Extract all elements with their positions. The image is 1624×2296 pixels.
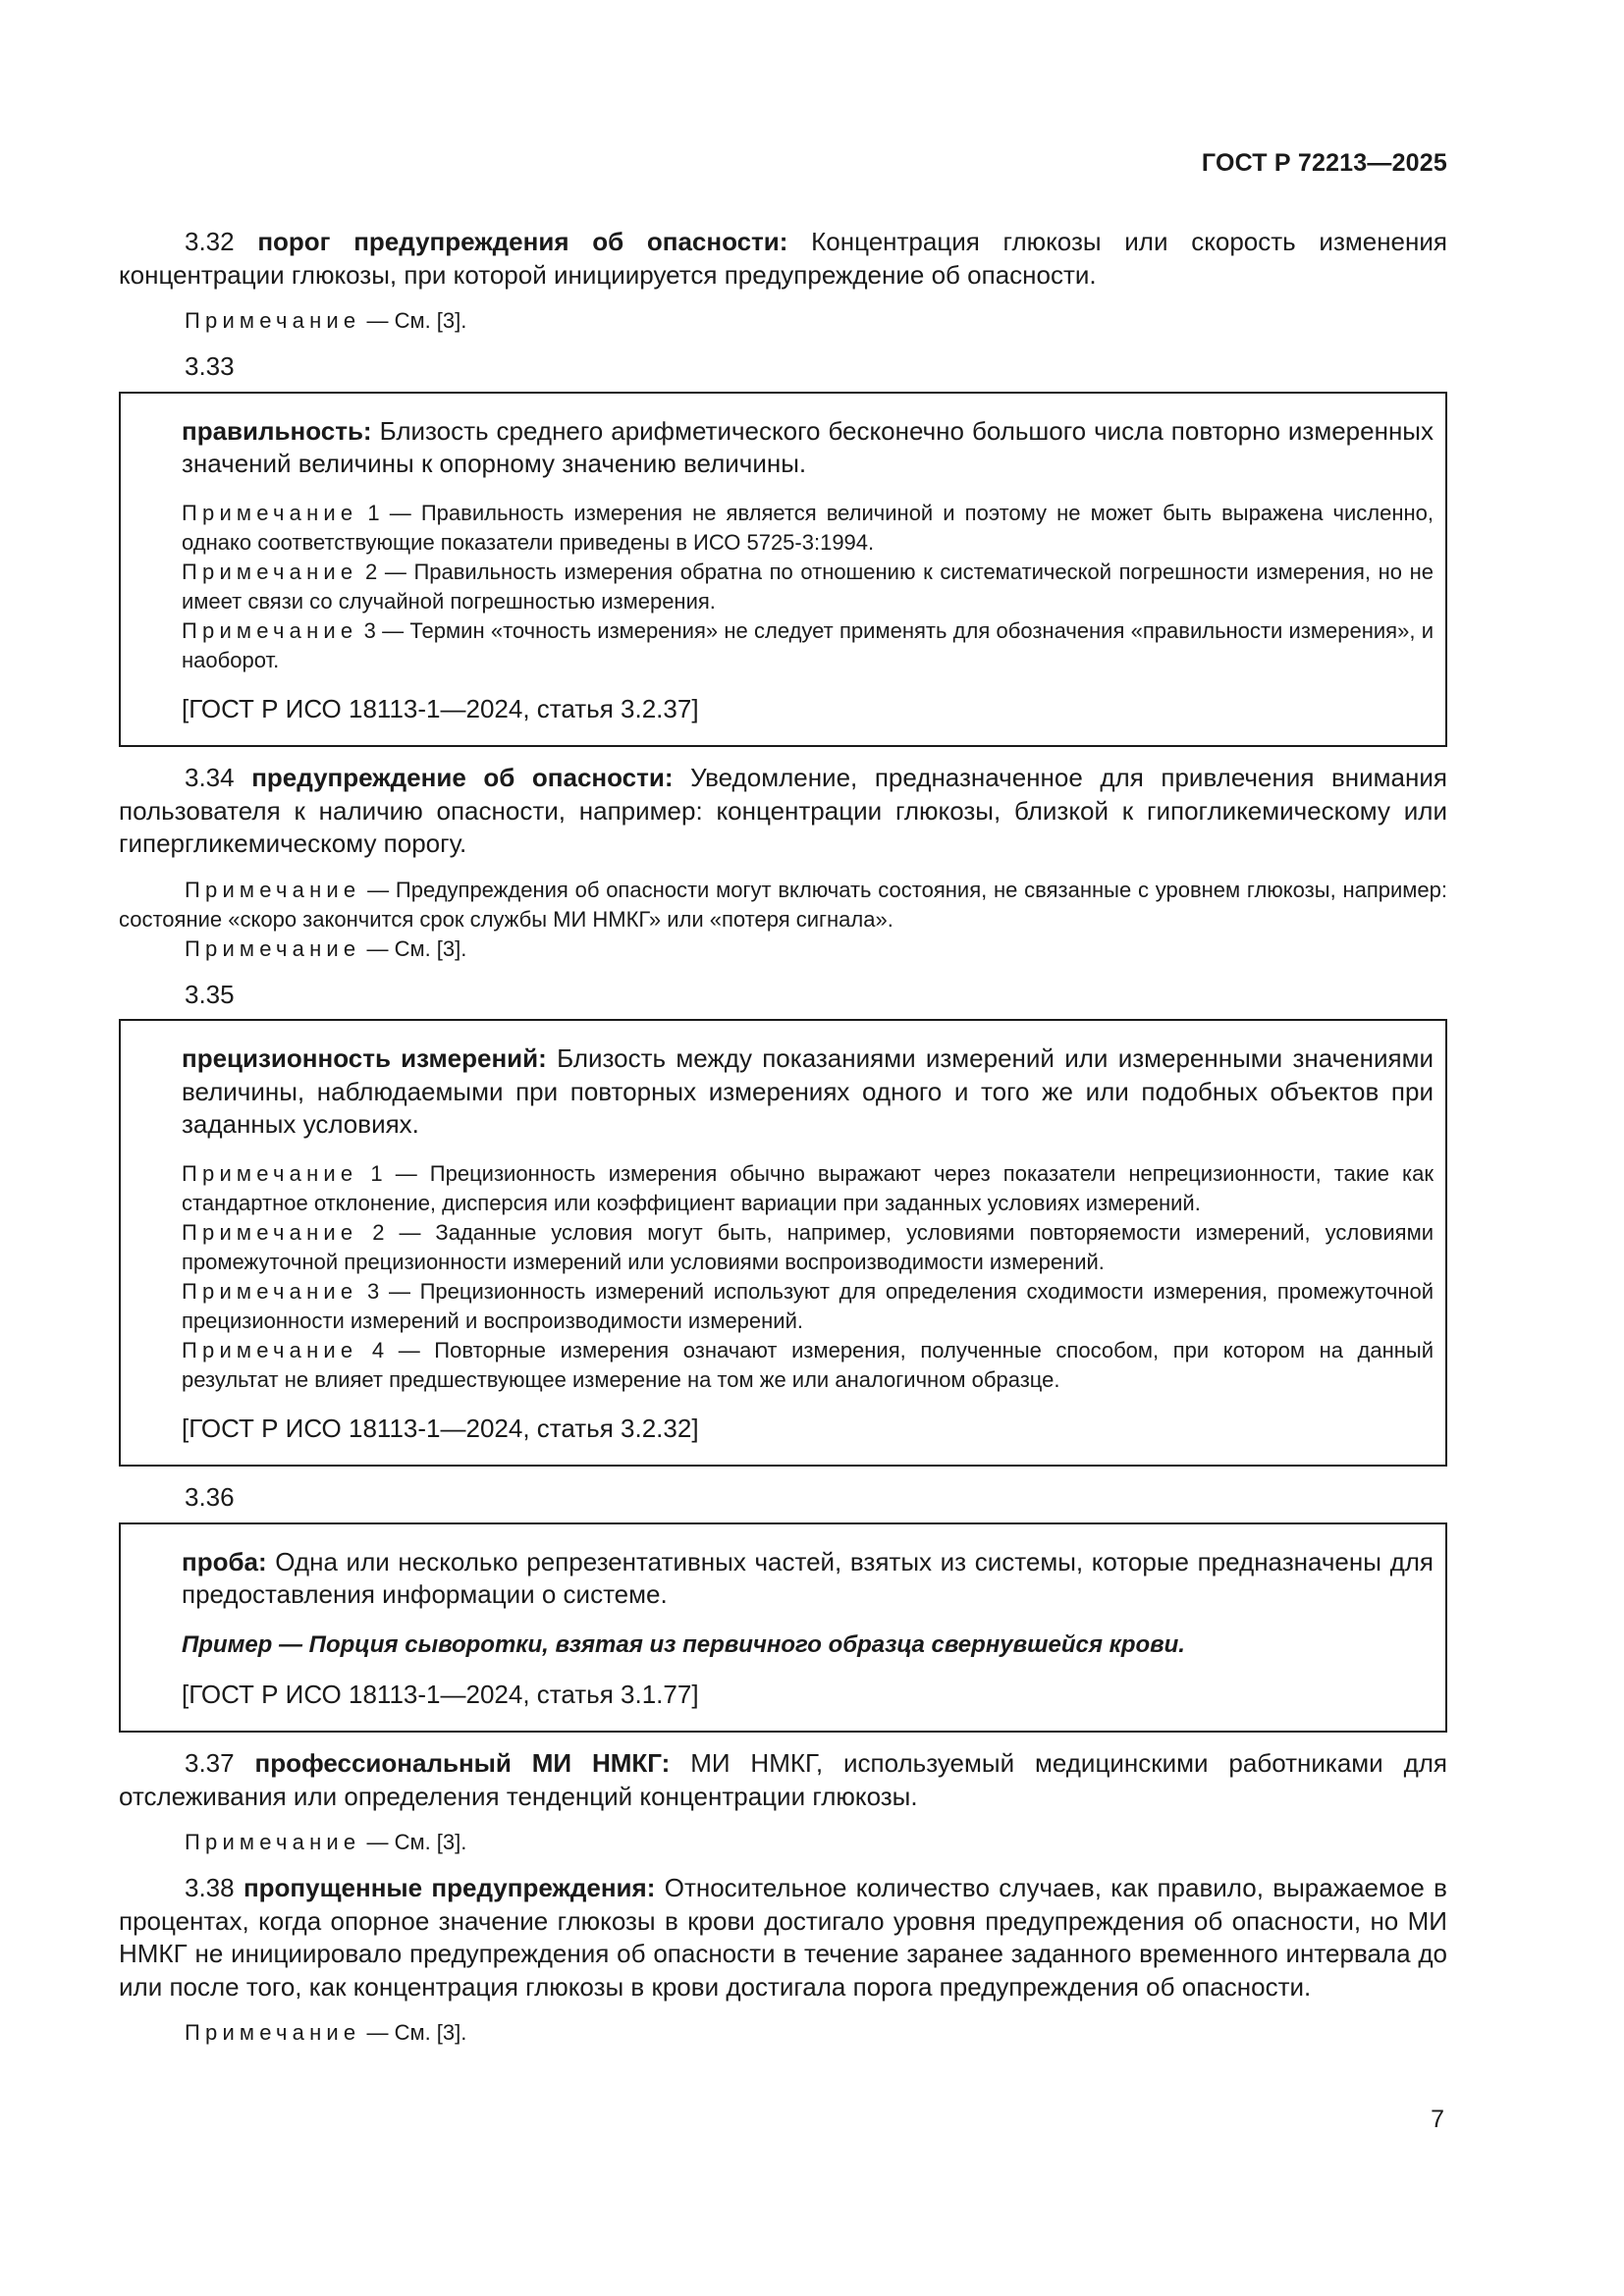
term: пропущенные предупреждения:	[243, 1873, 656, 1902]
note-number: 2	[357, 559, 378, 584]
note-label: Примечание	[185, 935, 361, 961]
note-number: 2	[357, 1219, 385, 1245]
note	[119, 2018, 1447, 2048]
section-number: 3.37	[185, 1748, 235, 1778]
note-label: Примечание	[185, 877, 361, 902]
note-text: — Правильность измерения обратна по отношению к систематической погрешности измерения, но не имеет связи со случайной погрешностью измерения.	[182, 559, 1434, 614]
note-text: — Предупреждения об опасности могут включать состояния, не связанные с уровнем глюкозы, например: состояние «скоро закончится срок службы МИ НМКГ» или «потеря сигнала».	[119, 877, 1447, 932]
note-label: Примечание	[185, 2020, 361, 2045]
section-number: 3.33	[185, 351, 235, 381]
note-label: Примечание	[182, 1278, 358, 1304]
term: профессиональный МИ НМКГ:	[254, 1748, 671, 1778]
term: проба:	[182, 1546, 267, 1576]
term: порог предупреждения об опасности:	[257, 227, 788, 256]
term: правильность:	[182, 415, 372, 446]
note-2	[182, 558, 1434, 616]
note-label: Примечание	[182, 1337, 358, 1362]
note-1	[182, 499, 1434, 558]
note-4	[182, 1336, 1434, 1395]
term-box-3-36	[119, 1522, 1447, 1734]
note-text: — Заданные условия могут быть, например, условиями повторяемости измерений, условиями промежуточной прецизионности измерений или условиями воспроизводимости измерений.	[182, 1219, 1434, 1274]
definition: Относительное количество случаев, как правило, выражаемое в процентах, когда опорное значение глюкозы в крови достигало уровня предупреждения об опасности, но МИ НМКГ не инициировало предупреждения об опасности в течение заранее заданного временного интервала до или после того, как концентрация глюкозы в крови достигала порога предупреждения об опасности.	[119, 1873, 1447, 2002]
definition-paragraph	[182, 1546, 1434, 1612]
note-2	[182, 1218, 1434, 1277]
note	[119, 934, 1447, 964]
source-reference: [ГОСТ Р ИСО 18113-1—2024, статья 3.2.37]	[182, 693, 699, 723]
note-text: — Повторные измерения означают измерения, полученные способом, при котором на данный результат не влияет предшествующее измерение на том же или аналогичном образце.	[182, 1337, 1434, 1392]
note-label: Примечание	[185, 308, 361, 333]
section-3-32	[119, 226, 1447, 292]
note-text: — Прецизионность измерений используют для определения сходимости измерения, промежуточной прецизионности измерений и воспроизводимости измерений.	[182, 1278, 1434, 1333]
note-label: Примечание	[182, 559, 358, 584]
note-label: Примечание	[182, 1160, 358, 1186]
term: предупреждение об опасности:	[251, 763, 674, 792]
definition: Близость среднего арифметического бесконечно большого числа повторно измеренных значений величины к опорному значению величины.	[182, 415, 1434, 478]
note-3	[182, 1277, 1434, 1336]
term-box-3-35	[119, 1019, 1447, 1467]
note	[119, 1828, 1447, 1857]
example: Пример — Порция сыворотки, взятая из первичного образца свернувшейся крови.	[182, 1630, 1185, 1658]
section-3-34	[119, 762, 1447, 861]
note-text: — Правильность измерения не является величиной и поэтому не может быть выражена численно, однако соответствующие показатели приведены в ИСО 5725-3:1994.	[182, 500, 1434, 555]
definition: Концентрация глюкозы или скорость изменения концентрации глюкозы, при которой инициируется предупреждение об опасности.	[119, 227, 1447, 290]
definition-paragraph	[182, 415, 1434, 481]
source-reference: [ГОСТ Р ИСО 18113-1—2024, статья 3.2.32]	[182, 1413, 699, 1443]
section-3-38	[119, 1872, 1447, 2003]
note-label: Примечание	[185, 1830, 361, 1854]
note-text: — Прецизионность измерения обычно выражают через показатели непрецизионности, такие как стандартное отклонение, дисперсия или коэффициент вариации при заданных условиях измерений.	[182, 1160, 1435, 1215]
note-text: — См. [3].	[360, 935, 467, 961]
note-number: 1	[357, 1160, 383, 1186]
section-number: 3.35	[185, 979, 235, 1009]
note-number: 3	[357, 617, 376, 643]
note-1	[182, 1159, 1434, 1218]
note-number: 4	[357, 1337, 385, 1362]
definition: Одна или несколько репрезентативных частей, взятых из системы, которые предназначены для предоставления информации о системе.	[182, 1546, 1434, 1609]
note-text: — См. [3].	[360, 308, 467, 333]
note-text: — Термин «точность измерения» не следует применять для обозначения «правильности измерения», и наоборот.	[182, 617, 1434, 672]
note-3	[182, 616, 1434, 675]
definition: Уведомление, предназначенное для привлечения внимания пользователя к наличию опасности, например: концентрации глюкозы, близкой к гипогликемическому или гипергликемическому порогу.	[119, 763, 1447, 858]
definition: МИ НМКГ, используемый медицинскими работниками для отслеживания или определения тенденций концентрации глюкозы.	[119, 1748, 1448, 1811]
note-number: 1	[357, 500, 380, 525]
section-number: 3.32	[185, 227, 235, 256]
note-text: — См. [3].	[360, 1830, 467, 1854]
section-number: 3.38	[185, 1873, 235, 1902]
term-box-3-33	[119, 392, 1447, 748]
definition-paragraph	[182, 1042, 1434, 1142]
note	[119, 306, 1447, 336]
note-label: Примечание	[182, 1219, 358, 1245]
source-reference: [ГОСТ Р ИСО 18113-1—2024, статья 3.1.77]	[182, 1679, 699, 1709]
note	[119, 876, 1447, 934]
document-header: ГОСТ Р 72213—2025	[1201, 149, 1447, 177]
term: прецизионность измерений:	[182, 1043, 547, 1073]
section-3-37	[119, 1747, 1447, 1813]
note-label: Примечание	[182, 500, 358, 525]
section-number: 3.34	[185, 763, 235, 792]
note-number: 3	[357, 1278, 380, 1304]
page-number: 7	[1431, 2106, 1444, 2133]
definition: Близость между показаниями измерений или измеренными значениями величины, наблюдаемыми при повторных измерениях одного и того же или подобных объектов при заданных условиях.	[182, 1043, 1434, 1139]
section-number: 3.36	[185, 1482, 235, 1512]
note-label: Примечание	[182, 617, 358, 643]
note-text: — См. [3].	[360, 2020, 467, 2045]
document-body	[119, 226, 1447, 2048]
